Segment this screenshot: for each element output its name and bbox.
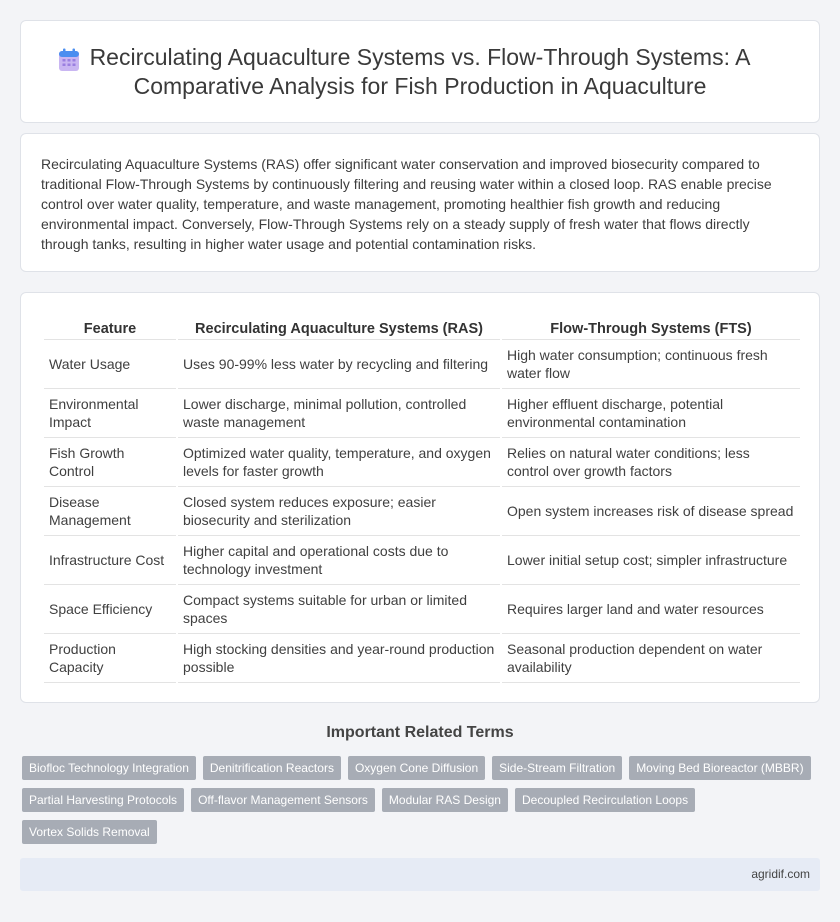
cell-feature: Production Capacity [44, 634, 176, 683]
cell-feature: Water Usage [44, 340, 176, 389]
table-row [44, 536, 800, 585]
page-title: Recirculating Aquaculture Systems vs. Flow-Through Systems: A Comparative Analysis for Fish Production in Aquaculture [89, 43, 751, 99]
cell-ras: Higher capital and operational costs due to technology investment [178, 536, 500, 585]
intro-paragraph: Recirculating Aquaculture Systems (RAS) offer significant water conservation and improved biosecurity compared to traditional Flow-Through Systems by continuously filtering and reusing water within a closed loop. RAS enable precise control over water quality, temperature, and waste management, promoting healthier fish growth and reducing environmental impact. Conversely, Flow-Through Systems rely on a steady supply of fresh water that flows directly through tanks, resulting in higher water usage and potential contamination risks. [41, 156, 772, 252]
cell-feature: Environmental Impact [44, 389, 176, 438]
header-fts: Flow-Through Systems (FTS) [502, 313, 800, 340]
cell-fts: Seasonal production dependent on water availability [502, 634, 800, 683]
related-term-tag[interactable]: Side-Stream Filtration [492, 756, 622, 780]
cell-fts: Higher effluent discharge, potential environmental contamination [502, 389, 800, 438]
cell-ras: Closed system reduces exposure; easier biosecurity and sterilization [178, 487, 500, 536]
related-term-tag[interactable]: Decoupled Recirculation Loops [515, 788, 695, 812]
intro-card [20, 133, 820, 272]
table-row [44, 438, 800, 487]
title-card [20, 20, 820, 123]
table-row [44, 487, 800, 536]
related-terms-list [22, 756, 822, 844]
table-row [44, 634, 800, 683]
header-feature: Feature [44, 313, 176, 340]
cell-fts: High water consumption; continuous fresh water flow [502, 340, 800, 389]
cell-fts: Requires larger land and water resources [502, 585, 800, 634]
cell-ras: Compact systems suitable for urban or limited spaces [178, 585, 500, 634]
table-row [44, 585, 800, 634]
table-header-row [44, 313, 800, 340]
comparison-table [42, 313, 802, 683]
cell-ras: Lower discharge, minimal pollution, controlled waste management [178, 389, 500, 438]
related-term-tag[interactable]: Denitrification Reactors [203, 756, 341, 780]
cell-fts: Relies on natural water conditions; less control over growth factors [502, 438, 800, 487]
related-term-tag[interactable]: Partial Harvesting Protocols [22, 788, 184, 812]
cell-fts: Lower initial setup cost; simpler infrastructure [502, 536, 800, 585]
header-ras: Recirculating Aquaculture Systems (RAS) [178, 313, 500, 340]
related-term-tag[interactable]: Off-flavor Management Sensors [191, 788, 375, 812]
cell-ras: Uses 90-99% less water by recycling and filtering [178, 340, 500, 389]
cell-feature: Disease Management [44, 487, 176, 536]
cell-ras: High stocking densities and year-round production possible [178, 634, 500, 683]
related-term-tag[interactable]: Oxygen Cone Diffusion [348, 756, 485, 780]
related-term-tag[interactable]: Vortex Solids Removal [22, 820, 157, 844]
cell-feature: Infrastructure Cost [44, 536, 176, 585]
cell-feature: Fish Growth Control [44, 438, 176, 487]
site-link[interactable]: agridif.com [751, 867, 810, 881]
cell-fts: Open system increases risk of disease spread [502, 487, 800, 536]
table-row [44, 340, 800, 389]
cell-feature: Space Efficiency [44, 585, 176, 634]
footer [20, 858, 820, 891]
related-terms-heading: Important Related Terms [326, 724, 514, 741]
table-row [44, 389, 800, 438]
related-term-tag[interactable]: Modular RAS Design [382, 788, 508, 812]
cell-ras: Optimized water quality, temperature, and oxygen levels for faster growth [178, 438, 500, 487]
related-term-tag[interactable]: Moving Bed Bioreactor (MBBR) [629, 756, 810, 780]
comparison-card [20, 292, 820, 703]
related-term-tag[interactable]: Biofloc Technology Integration [22, 756, 196, 780]
